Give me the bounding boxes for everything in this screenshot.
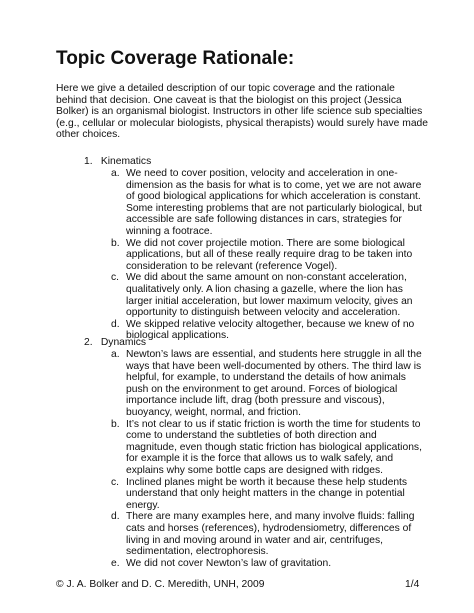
section-heading-label: Kinematics — [100, 156, 152, 167]
section-number: 1. — [84, 156, 93, 167]
item-text: We skipped relative velocity altogether, because we knew of no biological applications. — [126, 318, 415, 342]
item-marker: a. — [111, 349, 120, 360]
list-item — [111, 238, 426, 273]
item-marker: b. — [111, 237, 120, 249]
item-marker: c. — [111, 476, 120, 488]
section-heading-kinematics — [84, 156, 151, 168]
list-item — [111, 319, 426, 342]
item-marker: c. — [111, 272, 120, 284]
section-heading-dynamics — [84, 337, 146, 349]
list-item — [111, 477, 426, 512]
section-heading-label: Dynamics — [100, 337, 147, 348]
document-title: Topic Coverage Rationale: — [56, 48, 295, 69]
list-item — [111, 511, 426, 557]
item-marker: a. — [111, 168, 120, 179]
dynamics-item-list — [111, 349, 426, 569]
item-marker: d. — [111, 511, 120, 523]
list-item — [111, 558, 426, 570]
footer-copyright: © J. A. Bolker and D. C. Meredith, UNH, 2009 — [56, 579, 265, 590]
item-text: We did not cover Newton’s law of gravitation. — [126, 557, 332, 569]
item-text: Newton’s laws are essential, and students here struggle in all the ways that have been well-documented by others. The third law is helpful, for example, to understand the details of how animals push on the environment to get around. Forces of biological importance include lift, drag (both pressure and viscous), buoyancy, weight, normal, and friction. — [126, 349, 422, 418]
item-text: It’s not clear to us if static friction is worth the time for students to come to understand the subtleties of both direction and magnitude, even though static friction has biological applications, for example it is the force that allows us to walk safely, and explains why some bottle caps are designed with ridges. — [126, 418, 422, 476]
item-marker: d. — [111, 318, 120, 330]
item-text: There are many examples here, and many involve fluids: falling cats and horses (references), hydrodensiometry, differences of living in and moving around in water and air, centrifuges, sedimentation, electrophoresis. — [126, 511, 415, 558]
kinematics-item-list — [111, 168, 426, 342]
item-text: Inclined planes might be worth it because these help students understand that only height matters in the change in potential energy. — [126, 476, 408, 511]
item-text: We need to cover position, velocity and acceleration in one-dimension as the basis for what is to come, yet we are not aware of good biological applications for which acceleration is constant. Some interesting problems that are not particularly biological, but accessible are safe following distances in cars, strategies for winning a footrace. — [126, 168, 422, 237]
list-item — [111, 272, 426, 318]
list-item — [111, 419, 426, 477]
list-item — [111, 349, 426, 419]
item-text: We did about the same amount on non-constant acceleration, qualitatively only. A lion chasing a gazelle, where the lion has larger initial acceleration, but lower maximum velocity, gives an opportunity to distinguish between velocity and acceleration. — [126, 272, 413, 319]
section-number: 2. — [84, 337, 93, 348]
item-marker: e. — [111, 557, 120, 569]
list-item — [111, 168, 426, 238]
footer-page-number: 1/4 — [405, 579, 420, 590]
intro-paragraph: Here we give a detailed description of our topic coverage and the rationale behind that decision. One caveat is that the biologist on this project (Jessica Bolker) is an organismal biologist. Instructors in other life science sub specialties (e.g., cellular or molecular biologists, physical therapists) would surely have made other choices. — [56, 83, 429, 141]
item-marker: b. — [111, 418, 120, 430]
item-text: We did not cover projectile motion. There are some biological applications, but all of these really require drag to be taken into consideration to be relevant (reference Vogel). — [126, 237, 413, 272]
